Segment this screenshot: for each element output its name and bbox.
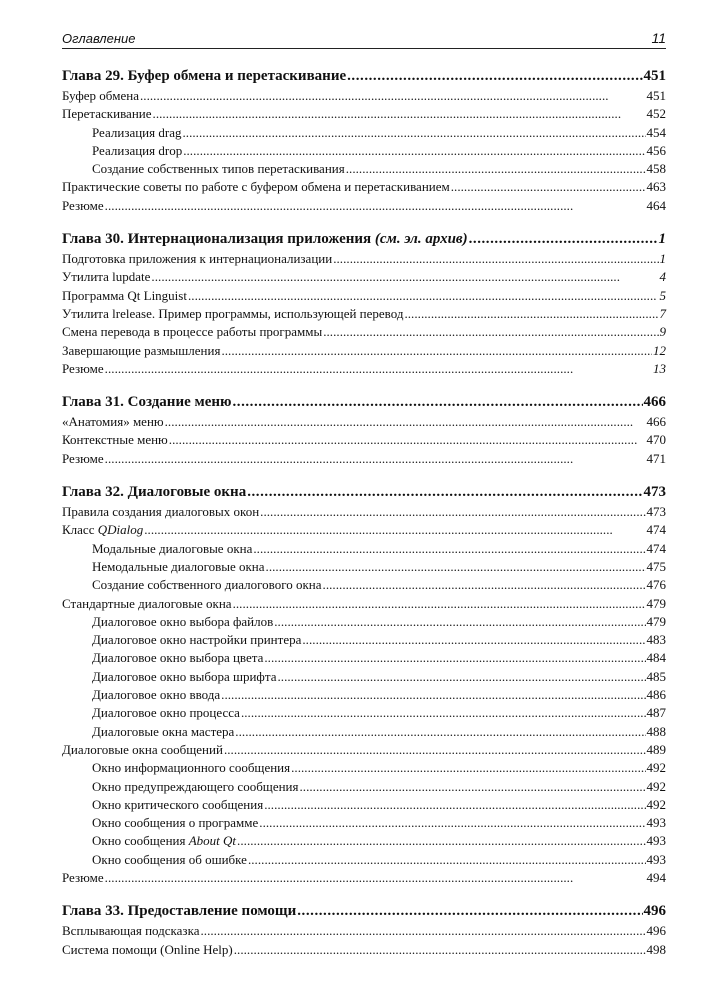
entry-title-text: Окно информационного сообщения <box>92 760 291 776</box>
dot-leader <box>291 759 645 777</box>
toc-entry <box>62 869 666 887</box>
page-number: 494 <box>646 869 666 885</box>
entry-title-text: Окно сообщения о программе <box>92 815 259 831</box>
entry-title-text: Глава 31. Создание меню <box>62 394 232 411</box>
entry-title <box>62 901 296 922</box>
page-number: 496 <box>646 923 666 939</box>
entry-title <box>92 649 263 667</box>
dot-leader <box>182 124 645 142</box>
dot-leader <box>105 869 646 887</box>
dot-leader <box>451 178 646 196</box>
toc-subentry <box>62 124 666 142</box>
dot-leader <box>105 450 646 468</box>
page-number: 487 <box>646 705 666 721</box>
page-number: 489 <box>646 741 666 757</box>
entry-title-text: Модальные диалоговые окна <box>92 540 253 556</box>
dot-leader <box>248 851 646 869</box>
toc-subentry <box>62 832 666 850</box>
entry-title <box>62 941 233 959</box>
entry-title <box>62 268 150 286</box>
entry-title <box>92 668 276 686</box>
entry-title <box>62 105 152 123</box>
dot-leader <box>346 160 646 178</box>
page-number: 492 <box>646 796 666 812</box>
page-number: 474 <box>646 522 666 538</box>
entry-title-text: Глава 32. Диалоговые окна <box>62 484 247 501</box>
toc-subentry <box>62 540 666 558</box>
page-number: 475 <box>646 558 666 574</box>
entry-title-text: Окно сообщения об ошибке <box>92 851 247 867</box>
toc-entry <box>62 342 666 360</box>
entry-title <box>92 124 181 142</box>
page-number: 463 <box>646 179 666 195</box>
dot-leader <box>140 87 646 105</box>
page-number: 458 <box>646 161 666 177</box>
toc-entry <box>62 360 666 378</box>
dot-leader <box>259 814 645 832</box>
dot-leader <box>233 595 646 613</box>
dot-leader <box>277 668 645 686</box>
page-number: 479 <box>646 613 666 629</box>
entry-title-text: Диалоговое окно настройки принтера <box>92 632 302 648</box>
entry-title-text: Утилита lrelease. Пример программы, использующей перевод <box>62 305 404 321</box>
entry-title-text: «Анатомия» меню <box>62 414 164 430</box>
page-number: 473 <box>646 504 666 520</box>
entry-title <box>92 576 322 594</box>
toc-subentry <box>62 613 666 631</box>
entry-title-text: Стандартные диалоговые окна <box>62 595 232 611</box>
dot-leader <box>165 413 646 431</box>
entry-title-italic: (см. эл. архив) <box>371 231 468 248</box>
toc-subentry <box>62 814 666 832</box>
page-number: 12 <box>653 342 666 358</box>
entry-title-text: Диалоговые окна мастера <box>92 723 235 739</box>
page-number: 476 <box>646 577 666 593</box>
entry-title-text: Практические советы по работе с буфером обмена и перетаскиванием <box>62 179 450 195</box>
entry-title-text: Контекстные меню <box>62 432 168 448</box>
dot-leader <box>323 576 646 594</box>
page-number: 484 <box>646 650 666 666</box>
page-number: 13 <box>653 360 666 376</box>
dot-leader <box>347 66 642 87</box>
toc-entry <box>62 413 666 431</box>
running-header <box>62 28 666 49</box>
page-number: 466 <box>643 394 666 411</box>
entry-title-text: Реализация drop <box>92 142 183 158</box>
dot-leader <box>151 268 658 286</box>
entry-title <box>92 558 265 576</box>
page-number: 483 <box>646 632 666 648</box>
entry-title <box>62 305 403 323</box>
entry-title <box>62 197 104 215</box>
entry-title <box>62 503 259 521</box>
dot-leader <box>266 558 646 576</box>
entry-title-text: Перетаскивание <box>62 106 152 122</box>
chapter-heading <box>62 66 666 87</box>
page-number: 496 <box>643 903 666 920</box>
toc-subentry <box>62 851 666 869</box>
chapter-block <box>62 66 666 215</box>
toc-subentry <box>62 649 666 667</box>
toc-subentry <box>62 704 666 722</box>
toc-entry <box>62 323 666 341</box>
dot-leader <box>105 197 646 215</box>
page-number: 454 <box>646 124 666 140</box>
entry-title-text: Резюме <box>62 450 104 466</box>
dot-leader <box>404 305 658 323</box>
entry-title <box>62 66 346 87</box>
entry-title-text: Реализация drag <box>92 124 182 140</box>
dot-leader <box>234 941 646 959</box>
entry-title-text: Диалоговое окно выбора шрифта <box>92 668 277 684</box>
entry-title-text: Класс <box>62 522 98 538</box>
toc-subentry <box>62 759 666 777</box>
toc-subentry <box>62 558 666 576</box>
dot-leader <box>183 142 645 160</box>
header-page-number: 11 <box>651 30 666 46</box>
entry-title-text: Окно критического сообщения <box>92 796 264 812</box>
table-of-contents <box>62 66 666 973</box>
page-number: 452 <box>646 106 666 122</box>
entry-title-text: Диалоговое окно процесса <box>92 705 240 721</box>
page-number: 5 <box>659 287 666 303</box>
toc-subentry <box>62 686 666 704</box>
dot-leader <box>221 686 645 704</box>
dot-leader <box>153 105 646 123</box>
page-number: 492 <box>646 778 666 794</box>
entry-title-text: Глава 29. Буфер обмена и перетаскивание <box>62 68 347 84</box>
chapter-block <box>62 229 666 378</box>
entry-title-text: Диалоговое окно выбора файлов <box>92 613 274 629</box>
dot-leader <box>105 360 652 378</box>
entry-title-text: Всплывающая подсказка <box>62 923 200 939</box>
entry-title <box>62 287 187 305</box>
toc-subentry <box>62 723 666 741</box>
entry-title-text: Глава 30. Интернационализация приложения <box>62 231 372 248</box>
entry-title-text: Завершающие размышления <box>62 342 221 358</box>
page-number: 1 <box>659 251 666 267</box>
toc-entry <box>62 431 666 449</box>
chapter-block <box>62 482 666 887</box>
entry-title <box>92 723 234 741</box>
page-number: 471 <box>646 450 666 466</box>
entry-title <box>62 87 139 105</box>
entry-title <box>92 160 345 178</box>
dot-leader <box>241 704 646 722</box>
entry-title-italic: QDialog <box>97 522 144 538</box>
entry-title <box>62 323 322 341</box>
entry-title <box>92 814 258 832</box>
page-number: 492 <box>646 760 666 776</box>
page-number: 493 <box>646 815 666 831</box>
entry-title-text: Система помощи (Online Help) <box>62 941 233 957</box>
entry-title <box>62 521 143 539</box>
entry-title-italic: About Qt <box>188 833 237 849</box>
page-number: 473 <box>643 484 666 501</box>
toc-entry <box>62 941 666 959</box>
chapter-heading <box>62 392 666 413</box>
entry-title <box>92 851 247 869</box>
page-number: 451 <box>646 88 666 103</box>
chapter-heading <box>62 901 666 922</box>
dot-leader <box>235 723 645 741</box>
entry-title <box>92 778 298 796</box>
dot-leader <box>469 229 658 250</box>
entry-title <box>92 540 252 558</box>
dot-leader <box>247 482 642 503</box>
entry-title-text: Программа Qt Linguist <box>62 287 187 303</box>
entry-title-text: Буфер обмена <box>62 88 139 103</box>
entry-title-text: Резюме <box>62 360 104 376</box>
chapter-heading <box>62 482 666 503</box>
page-number: 456 <box>646 142 666 158</box>
page-number: 493 <box>646 833 666 849</box>
dot-leader <box>264 649 645 667</box>
toc-entry <box>62 305 666 323</box>
entry-title <box>62 250 332 268</box>
entry-title <box>62 595 232 613</box>
page-number: 9 <box>659 324 666 340</box>
entry-title-text: Окно сообщения <box>92 833 189 849</box>
page-number: 4 <box>659 269 666 285</box>
entry-title <box>62 431 168 449</box>
entry-title <box>62 741 223 759</box>
dot-leader <box>144 521 645 539</box>
toc-subentry <box>62 631 666 649</box>
entry-title <box>62 482 246 503</box>
toc-entry <box>62 105 666 123</box>
entry-title <box>62 869 104 887</box>
toc-entry <box>62 595 666 613</box>
dot-leader <box>188 287 659 305</box>
chapter-block <box>62 392 666 468</box>
dot-leader <box>299 778 645 796</box>
toc-entry <box>62 922 666 940</box>
entry-title-text: Диалоговое окно выбора цвета <box>92 650 264 666</box>
entry-title <box>92 759 290 777</box>
dot-leader <box>302 631 645 649</box>
chapter-block <box>62 901 666 959</box>
entry-title <box>92 613 273 631</box>
dot-leader <box>224 741 646 759</box>
toc-subentry <box>62 668 666 686</box>
dot-leader <box>169 431 646 449</box>
page-number: 485 <box>646 668 666 684</box>
dot-leader <box>253 540 645 558</box>
page-number: 498 <box>646 941 666 957</box>
entry-title-text: Смена перевода в процессе работы программы <box>62 324 323 340</box>
entry-title <box>62 178 450 196</box>
dot-leader <box>297 901 642 922</box>
chapter-heading <box>62 229 666 250</box>
entry-title <box>62 392 231 413</box>
entry-title <box>62 342 220 360</box>
page-number: 7 <box>659 305 666 321</box>
dot-leader <box>237 832 645 850</box>
entry-title <box>92 631 301 649</box>
toc-subentry <box>62 778 666 796</box>
toc-entry <box>62 178 666 196</box>
entry-title <box>62 450 104 468</box>
entry-title <box>92 832 236 850</box>
toc-entry <box>62 87 666 105</box>
dot-leader <box>200 922 645 940</box>
entry-title-text: Диалоговое окно ввода <box>92 687 221 703</box>
dot-leader <box>333 250 658 268</box>
toc-entry <box>62 197 666 215</box>
page-number: 464 <box>646 197 666 213</box>
entry-title <box>92 796 263 814</box>
page-number: 474 <box>646 540 666 556</box>
page-number: 493 <box>646 851 666 867</box>
page-number: 451 <box>643 68 666 84</box>
entry-title-text: Создание собственного диалогового окна <box>92 577 322 593</box>
toc-entry <box>62 287 666 305</box>
entry-title <box>62 360 104 378</box>
entry-title-text: Правила создания диалоговых окон <box>62 504 260 520</box>
entry-title-text: Окно предупреждающего сообщения <box>92 778 299 794</box>
toc-subentry <box>62 142 666 160</box>
page-number: 486 <box>646 687 666 703</box>
dot-leader <box>264 796 645 814</box>
entry-title-text: Резюме <box>62 869 104 885</box>
toc-entry <box>62 450 666 468</box>
entry-title <box>92 142 182 160</box>
entry-title-text: Немодальные диалоговые окна <box>92 558 265 574</box>
entry-title-text: Утилита lupdate <box>62 269 151 285</box>
page-number: 470 <box>646 432 666 448</box>
toc-entry <box>62 741 666 759</box>
entry-title-text: Диалоговые окна сообщений <box>62 741 223 757</box>
page-number: 1 <box>658 231 666 248</box>
page-number: 479 <box>646 595 666 611</box>
entry-title <box>62 229 468 250</box>
toc-entry <box>62 503 666 521</box>
entry-title <box>62 413 164 431</box>
dot-leader <box>260 503 645 521</box>
dot-leader <box>323 323 658 341</box>
entry-title-text: Резюме <box>62 197 104 213</box>
dot-leader <box>232 392 642 413</box>
toc-subentry <box>62 796 666 814</box>
entry-title-text: Создание собственных типов перетаскивания <box>92 161 345 177</box>
page-number: 488 <box>646 723 666 739</box>
toc-entry <box>62 268 666 286</box>
dot-leader <box>221 342 652 360</box>
dot-leader <box>274 613 645 631</box>
toc-subentry <box>62 160 666 178</box>
entry-title <box>62 922 199 940</box>
entry-title-text: Подготовка приложения к интернационализации <box>62 251 333 267</box>
page-number: 466 <box>646 414 666 430</box>
entry-title <box>92 686 220 704</box>
entry-title <box>92 704 240 722</box>
entry-title-text: Глава 33. Предоставление помощи <box>62 903 297 920</box>
toc-entry <box>62 521 666 539</box>
toc-subentry <box>62 576 666 594</box>
toc-entry <box>62 250 666 268</box>
header-title: Оглавление <box>62 31 136 46</box>
